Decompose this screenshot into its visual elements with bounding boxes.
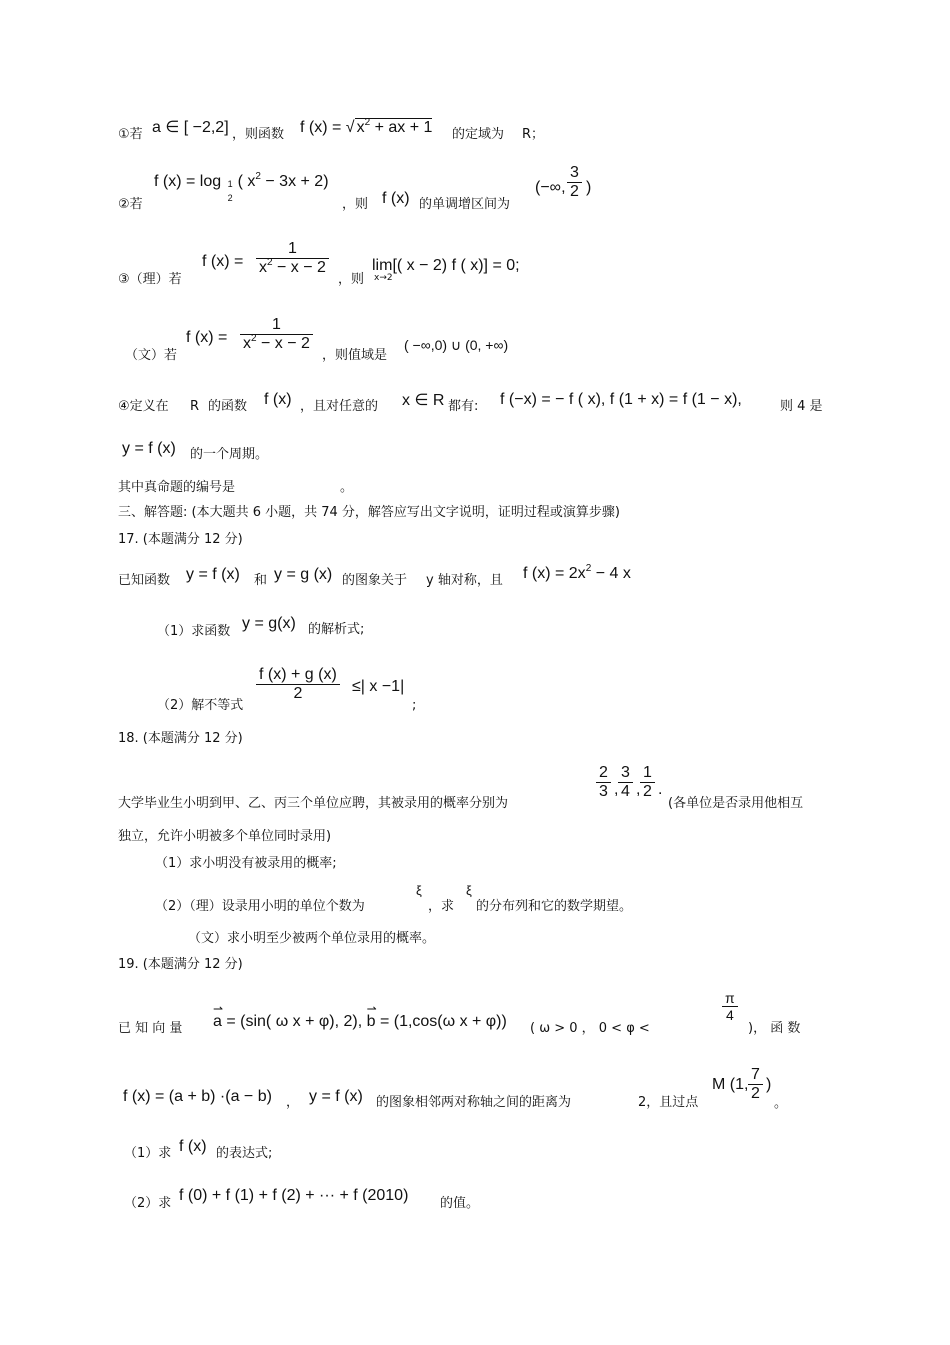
q18-text2: (各单位是否录用他相互: [668, 796, 804, 811]
q19-pi-fraction: $\frac{\pi}{4}$: [722, 990, 738, 1023]
q18-text3: 独立，允许小明被多个单位同时录用): [118, 829, 332, 844]
q17-sub2-rhs: ≤| x −1|: [352, 678, 405, 695]
item4-text2: ，且对任意的: [300, 399, 379, 414]
q19-sub2-text: 的值。: [440, 1196, 480, 1211]
item3-limit-sub: x→2: [374, 273, 393, 283]
item4-text4: 则 4 是: [780, 399, 823, 414]
q19-text: 已 知 向 量: [118, 1021, 183, 1036]
q18-sub2-text2: 的分布列和它的数学期望。: [476, 899, 633, 914]
q18-sub2w: （文）求小明至少被两个单位录用的概率。: [188, 931, 436, 946]
q19-vectors: ⇀ a = (sin( ω x + φ), 2), ⇀ b = (1,cos(ω x + φ)): [213, 1014, 507, 1030]
q17-title: 17. (本题满分 12 分): [118, 532, 243, 547]
q19-point-end: ): [766, 1076, 772, 1093]
q19-sub1-label: （1）求: [124, 1146, 172, 1161]
q18-xi-2: ξ: [466, 883, 472, 898]
item3-text: ，则: [338, 272, 365, 287]
q18-prob-3: $\frac{1}{2}$: [640, 764, 655, 802]
q17-sub1-text: 的解析式;: [308, 622, 365, 637]
q17-func-def: f $(x) = 2x^2 - 4$ x: [523, 563, 631, 582]
q19-sub1-func: f (x): [179, 1138, 207, 1155]
item3w-label: （文）若: [125, 348, 178, 363]
q18-sub1: （1）求小明没有被录用的概率;: [155, 856, 337, 871]
q18-text: 大学毕业生小明到甲、乙、丙三个单位应聘，其被录用的概率分别为: [118, 796, 509, 811]
true-propositions-end: 。: [340, 480, 354, 495]
q18-prob-1: $\frac{2}{3}$: [596, 764, 611, 802]
item2-interval-end: ): [586, 179, 592, 196]
q19-sub1-text: 的表达式;: [216, 1146, 273, 1161]
q17-axis: y 轴对称，且: [426, 573, 503, 588]
item4-function: f (x): [264, 391, 292, 408]
q17-and: 和: [254, 573, 268, 588]
item1-r: R；: [522, 127, 545, 142]
section-heading: 三、解答题: (本大题共 6 小题，共 74 分，解答应写出文字说明，证明过程或演算步骤): [118, 505, 620, 520]
q17-text2: 的图象关于: [342, 573, 408, 588]
q19-end: 。: [774, 1096, 788, 1111]
item1-text2: 的定域为: [452, 127, 505, 142]
q17-sub2-label: （2）解不等式: [157, 698, 244, 713]
item4-conditions: f (−x) = − f ( x), f (1 + x) = f (1 − x),: [500, 391, 742, 408]
item3w-text: ，则值域是: [322, 348, 388, 363]
item2-function: f (x) = log 1 2 ( $x^2 - 3x + 2$): [154, 171, 329, 203]
q18-prob-2: $\frac{3}{4}$: [618, 764, 633, 802]
item2-text2: 的单调增区间为: [419, 197, 511, 212]
q17-sub1-func: y = g(x): [242, 615, 296, 632]
q18-comma-2: ,: [636, 781, 641, 798]
q19-condition: ( ω > 0 ， 0 < φ <: [530, 1021, 650, 1036]
q19-text3: 的图象相邻两对称轴之间的距离为: [376, 1095, 572, 1110]
item2-interval-frac: $\frac{3}{2}$: [567, 164, 582, 202]
q19-sub2-label: （2）求: [124, 1196, 172, 1211]
item3-label: ③（理）若: [118, 272, 182, 287]
q17-func-g: y = g (x): [274, 566, 333, 583]
q19-title: 19. (本题满分 12 分): [118, 957, 243, 972]
item4-r: R: [190, 399, 200, 414]
item3-function: f (x) =: [202, 253, 244, 270]
item2-function2: f (x): [382, 190, 410, 207]
item3-limit: lim[( x − 2) f ( x)] = 0;: [372, 257, 520, 274]
item2-interval: (−∞,: [535, 179, 566, 196]
true-propositions-prompt: 其中真命题的编号是: [118, 480, 236, 495]
item1-function: f (x) = √ $x^2$ + ax + 1: [300, 117, 433, 136]
q17-sub2-fraction: $\frac{f (x) + g (x)}{2}$: [256, 666, 340, 704]
item4-function2: y = f (x): [122, 440, 176, 457]
item4-label: ④定义在: [118, 399, 169, 414]
q19-point: M (1,: [712, 1076, 749, 1093]
item4-domain: x ∈ R: [402, 392, 445, 409]
q17-func-f: y = f (x): [186, 566, 240, 583]
item3-fraction: $\frac{1}{x^2 - x - 2}$: [256, 240, 329, 278]
item1-label: ①若: [118, 127, 143, 142]
q19-text4: 2，且过点: [638, 1095, 699, 1110]
q18-comma-1: ,: [614, 781, 619, 798]
q19-function: f (x) = (a + b) ·(a − b): [123, 1088, 272, 1105]
item3w-range: ( −∞,0) ∪ (0, +∞): [404, 337, 509, 353]
q18-xi-1: ξ: [416, 883, 422, 898]
item1-text: ，则函数: [232, 127, 285, 142]
q19-comma: ，: [286, 1095, 300, 1110]
q18-title: 18. (本题满分 12 分): [118, 731, 243, 746]
q19-text2: )， 函 数: [748, 1021, 801, 1036]
q18-sub2-text: ，求: [428, 899, 455, 914]
item3w-function: f (x) =: [186, 329, 228, 346]
q19-function2: y = f (x): [309, 1088, 363, 1105]
q17-sub2-end: ;: [412, 698, 417, 713]
item2-text: ，则: [342, 197, 369, 212]
item1-condition: a ∈ [ −2,2]: [152, 119, 229, 136]
q18-period: .: [658, 781, 663, 798]
q17-text: 已知函数: [118, 573, 171, 588]
item4-text5: 的一个周期。: [190, 447, 269, 462]
item4-text: 的函数: [208, 399, 248, 414]
q19-point-frac: $\frac{7}{2}$: [748, 1066, 763, 1104]
q17-sub1-label: （1）求函数: [157, 624, 231, 639]
item2-label: ②若: [118, 197, 143, 212]
q18-sub2-label: （2）（理）设录用小明的单位个数为: [155, 899, 365, 914]
item3w-fraction: $\frac{1}{x^2 - x - 2}$: [240, 316, 313, 354]
item4-text3: 都有:: [448, 399, 479, 414]
q19-sub2-sum: f (0) + f (1) + f (2) + ··· + f (2010): [179, 1187, 409, 1204]
